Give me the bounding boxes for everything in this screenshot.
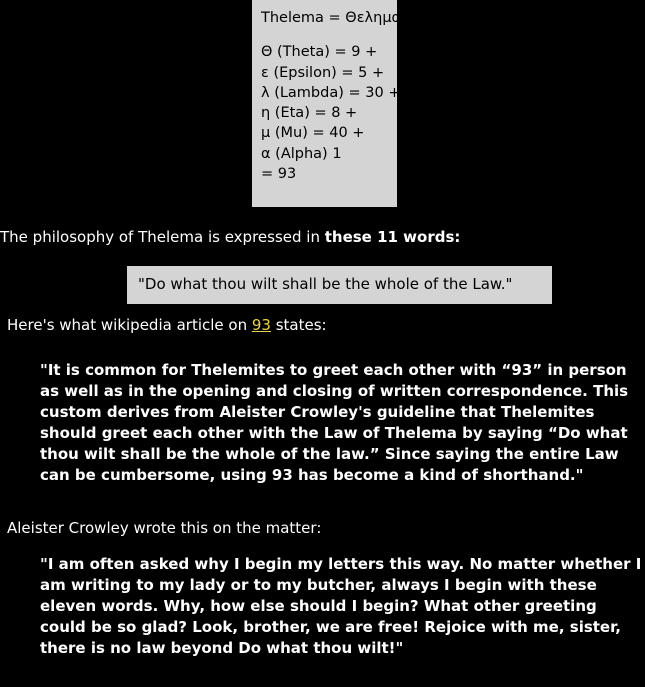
gematria-total: = 93 (261, 166, 297, 183)
crowley-intro: Aleister Crowley wrote this on the matter: (7, 519, 322, 537)
gematria-line: η (Eta) = 8 + (261, 105, 358, 122)
law-quote-box: "Do what thou wilt shall be the whole of the Law." (127, 266, 552, 304)
wiki-blockquote: "It is common for Thelemites to greet each other with “93” in person as well as in the opening and closing of written correspondence. This custom derives from Aleister Crowley's guideline that Thelemites should greet each other with the Law of Thelema by saying “Do what thou wilt shall be the whole of the law.” Since saying the entire Law can be cumbersome, using 93 has become a kind of shorthand." (40, 361, 629, 485)
wiki-intro-before: Here's what wikipedia article on (7, 316, 252, 334)
gematria-line: α (Alpha) 1 (261, 145, 342, 162)
wiki-intro-after: states: (270, 316, 327, 334)
intro-paragraph (0, 228, 645, 246)
gematria-line: λ (Lambda) = 30 + (261, 84, 401, 101)
gematria-box (252, 0, 402, 207)
intro-text: The philosophy of Thelema is expressed in (0, 228, 325, 246)
gematria-line: Θ (Theta) = 9 + (261, 44, 378, 61)
crowley-blockquote: "I am often asked why I begin my letters this way. No matter whether I am writing to my lady or to my butcher, always I begin with these eleven words. Why, how else should I begin? What other greeting could be so glad? Look, brother, we are free! Rejoice with me, sister, there is no law beyond Do what thou wilt!" (40, 555, 642, 658)
link-93[interactable]: 93 (251, 316, 271, 334)
gematria-line: ε (Epsilon) = 5 + (261, 64, 385, 81)
gematria-line: μ (Mu) = 40 + (261, 125, 365, 142)
gematria-header: Thelema = Θελημα (261, 10, 402, 26)
spacer (261, 28, 397, 42)
intro-bold: these 11 words: (324, 228, 461, 246)
wiki-intro (7, 316, 327, 334)
